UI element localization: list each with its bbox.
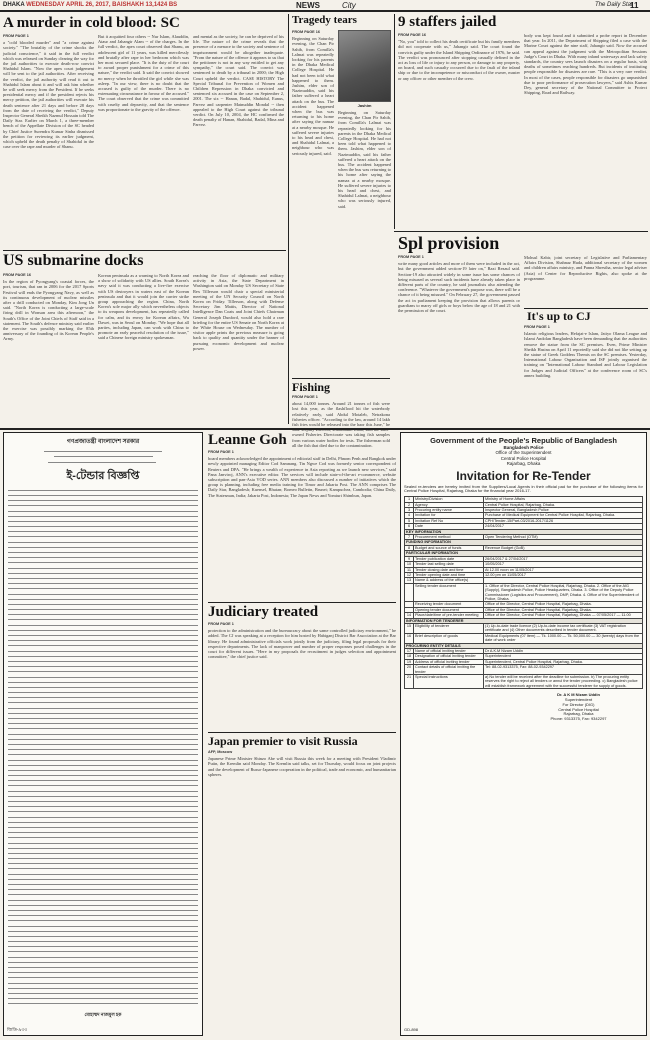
bangla-tender-ad bbox=[3, 432, 203, 1036]
story-tragedy-col2 bbox=[338, 110, 391, 418]
story-staffers-from: FROM PAGE 16 bbox=[398, 33, 426, 37]
tender-section-label: FUNDING INFORMATION bbox=[405, 540, 643, 545]
story-sc-col3 bbox=[193, 34, 284, 248]
column-rule bbox=[288, 14, 289, 424]
bangla-ad-title: ই-টেন্ডার বিজ্ঞপ্তি bbox=[66, 469, 140, 482]
section-city-label: City bbox=[342, 1, 356, 10]
tender-row bbox=[405, 665, 643, 675]
story-staffers-col2 bbox=[524, 33, 647, 229]
headline-fishing: Fishing bbox=[292, 380, 390, 395]
tender-cell-v: At 12.00 noon on 11/05/2017 bbox=[484, 567, 643, 572]
story-submarine-text2: Korean peninsula as a warning to North Korea and a show of solidarity with US allies. South Korea's navy said it was conducting a live-fire exercise with US destroyers in waters east of the Korean peninsula and that it would join the carrier strike group approaching the region. China, North Korea's sole major ally which nevertheless objects to its weapons development, has repeatedly called for calm, and its envoy for Korean affairs, Wu Dawei, was in Seoul on Monday. "We hope that all parties, including Japan, can work with China to promote an early peaceful resolution of the issue," said a Chinese foreign ministry spokesman. bbox=[98, 273, 189, 341]
tender-cell-k: Opening tender document bbox=[414, 607, 484, 612]
tender-cell-v: Tel: 88-02-9313375, Fax: 88-02-9342297 bbox=[484, 665, 643, 675]
story-sc-from: FROM PAGE 1 bbox=[3, 34, 29, 38]
story-sc-col2 bbox=[98, 34, 189, 248]
tender-cell-no: 5 bbox=[405, 518, 414, 523]
story-sc-text3: and mental as the society, he can be deprived of his life. The nature of the crime reveals that the presence of a menace to the society and sentence of imprisonment would be altogether inadequate. "From the nature of the offence it appears to us that the petitioner is not in any way entitled to get any sympathy," the court said. The convict was sentenced to death by a tribunal in 2000; the High Court upheld the verdict. CASE HISTORY The Special Tribunal for Prevention of Women and Children Repression in Dhaka convicted and sentenced six accused in the case on September 2, 2001. The six -- Hanan, Badal, Shahidul, Eunus, Parvez and carpenter Mainuddin Mondal -- then appealed to the High Court against the tribunal verdict. On July 10, 2004, the HC confirmed the death penalty of Hanan, Shahidul, Badal, Mina and Parvez. bbox=[193, 34, 284, 128]
tender-cell-no: 21 bbox=[405, 675, 414, 689]
story-staffers-text2: body was kept found and it submitted a probe report in December that year. In 2011, the Department of Shipping filed a case with the Marine Court against the nine staff, Jahangir said. Now the accused can appeal against the judgment with the Metropolitan Sessions Judge's Court in Dhaka. With many inland waterways and lack safety standards, the country sees launch disasters on a regular basis, with deaths of sometimes reaching hundreds. But incidents of instituting people responsible for disasters are rare. "This is a very rare verdict. In most of the cases, people responsible for disasters go unpunished due to poor performance of prosecution lawyers," said Ashis Kumar Dey, general secretary of the National Committee to Protect Shipping, Road and Railway. bbox=[524, 33, 647, 96]
masthead-city: DHAKA bbox=[3, 2, 25, 8]
tender-cell-k: Selling tender document bbox=[414, 583, 484, 602]
tender-cell-k: Special instructions bbox=[414, 675, 484, 689]
bangla-ad-signature: মোহাম্মদ নাজমুল হক bbox=[84, 1012, 122, 1018]
headline-sc: A murder in cold blood: SC bbox=[3, 15, 180, 31]
tender-cell-v: Medical Equipments (07 Item) — Tk. 1000.00 — Tk. 50,000.00 — 30 (twenty) days from the date of work order bbox=[484, 633, 643, 643]
tender-table bbox=[404, 496, 643, 689]
ad-police: Bangladesh Police bbox=[503, 445, 544, 450]
tender-cell-v: Revenue Budget (GoB) bbox=[484, 545, 643, 550]
sign-phone: Phone: 9313375, Fax: 9342297 bbox=[550, 716, 607, 722]
section-rule bbox=[292, 378, 390, 379]
tender-cell-k: Ministry/Division bbox=[414, 497, 484, 502]
tender-cell-v: Dr A.K.M Nizam Uddin bbox=[484, 649, 643, 654]
tender-cell-no: 19 bbox=[405, 659, 414, 664]
sign-for: For Director (DIG) bbox=[562, 701, 595, 707]
section-rule bbox=[208, 732, 396, 733]
tender-cell-v: Ministry of Home Affairs bbox=[484, 497, 643, 502]
tender-cell-no: 14 bbox=[405, 613, 414, 618]
story-staffers-text1: "No, you" told to collect his death certificate but his family members did not cooperate with us," Jahangir said. The court found the convicts guilty under the Island Shipping Ordinance of 1976, he said. The verdict was pronounced after stopping casually defined in the act as loss of life or injury to any person, or damage to any property, on board, and such casualty occurred due to the fault of the inland ship or due to the incompetence or misconduct of the owner, master or any officer or other member of the crew. bbox=[398, 39, 520, 81]
tender-cell-no: 15 bbox=[405, 623, 414, 633]
story-sc-text1: a "cold blooded murder" and "a crime against society." "The brutality of the crime shocks the judicial conscience," it said in the full verdict which was released on Sunday clearing the way for the jail authorities to execute death-row convict Shahidul Islam. "Now the apex court judgement will be sent to the jail authorities. After receiving the verdict, the jail authority will read it out to Shahidul Islam about it and will ask him whether he will seek mercy from the President. If he seeks presidential mercy and if the president rejects his mercy petition, the jail authorities will execute his death sentence after 21 days and before 28 days from the date of receiving the verdict," Deputy Inspector General Sheikh Nazmul Hossain told The Daily Star. Earlier on March 1, a three-member bench of the Appellate Division of the SC headed by Chief Justice Surendra Kumar Sinha dismissed the petition for reviewing its earlier judgment, which upheld the death penalty of Shahidul in the case over the rape and murder of Shanu. bbox=[3, 40, 94, 150]
tender-cell-v: Office of the Director, Central Police Hospital, Rajarbag, Dhaka — 07/05/2017 — 11.00 bbox=[484, 613, 643, 618]
section-rule bbox=[394, 231, 648, 232]
tender-cell-k: Brief description of goods bbox=[414, 633, 484, 643]
tender-cell-no: 9 bbox=[405, 556, 414, 561]
story-cj-from: FROM PAGE 1 bbox=[524, 325, 550, 329]
story-leanne-text: board members acknowledged the appointment of editorial staff in Delhi, Phnom Penh and Bangkok under newly appointed managing Editor Cod Samnang. Tin Ngwe Cod was formerly senior correspondent of Reuters and DPA. "He brings a wealth of experience in Asia reporting as we launch new services," said Pana Janviroj, ANN's executive editor. The services will include state-of-the-art e-commerce, website subscription and pan-Asia VOD series. ANN members also discussed a number of initiatives which the group is planning, including free media training for Timor and Jakarta Post. The ANN comprises The Daily Star, Bangladesh; Kuensel, Bhutan; Borneo Bulletin, Brunei; Kampuchea, Cambodia; China Daily, The Statesman, India; Jakarta Post, Indonesia; The Japan News and Yomiuri Shimbun, Japan. bbox=[208, 456, 396, 498]
tender-cell-no: 11 bbox=[405, 567, 414, 572]
tender-cell-no: 2 bbox=[405, 502, 414, 507]
tender-cell-k: Budget and source of funds bbox=[414, 545, 484, 550]
tender-cell-k: Tender publication date bbox=[414, 556, 484, 561]
tender-cell-v: Office of the Director, Central Police Hospital, Rajarbag, Dhaka. bbox=[484, 607, 643, 612]
tender-cell-v: 1. Office of the Director, Central Police Hospital, Rajarbag, Dhaka. 2. Office of the AIG (Supply), Bangladesh Police, Police Headquarters, Dhaka. 3. Office of the Deputy Police Commissioner (Logistics and Procurement), DMP, Dhaka. 4. Office of the Superintendent of Police, Dhaka. bbox=[484, 583, 643, 602]
tender-cell-v: 12.00 pm on 11/05/2017 bbox=[484, 572, 643, 577]
story-fishing-from: FROM PAGE 1 bbox=[292, 395, 318, 399]
headline-cj: It's up to CJ bbox=[527, 309, 591, 323]
tender-cell-no: 1 bbox=[405, 497, 414, 502]
tender-cell-no: 18 bbox=[405, 654, 414, 659]
tender-cell-no: 20 bbox=[405, 665, 414, 675]
tender-cell-v: (1) Up-to-date trade licence (2) Up-to-date income tax certificate (3) VAT registration certificate and (4) Other documents described in tender document. bbox=[484, 623, 643, 633]
sign-title: Superintendent bbox=[564, 697, 593, 703]
tender-cell-k: Place/date/time of pre-tender meeting bbox=[414, 613, 484, 618]
tender-cell-no bbox=[405, 583, 414, 602]
tender-cell-v: a) No tender will be received after the deadline for submission. b) The procuring entity reserves the right to reject all tenders or annul the tender proceeding. c) Bangladesh police will establish framework agreement with the successful tenderer for supply of goods. bbox=[484, 675, 643, 689]
tender-cell-k: Designation of official inviting tender bbox=[414, 654, 484, 659]
headline-spl: Spl provision bbox=[398, 233, 500, 253]
section-rule bbox=[3, 250, 286, 251]
story-leanne-col bbox=[208, 450, 396, 600]
page-number: 11 bbox=[630, 1, 639, 10]
tender-cell-v: Office of the Director, Central Police Hospital, Rajarbag, Dhaka. bbox=[484, 602, 643, 607]
masthead-date: WEDNESDAY APRIL 26, 2017, BAISHAKH 13,1424 BS bbox=[26, 2, 178, 8]
tender-cell-v: Central Police Hospital, Rajarbag, Dhaka. bbox=[484, 502, 643, 507]
ad-gov-line: Government of the People's Republic of Bangladesh bbox=[430, 436, 617, 445]
section-news-label: NEWS bbox=[296, 1, 320, 10]
tender-cell-v: Open Tendering Method (OTM) bbox=[484, 535, 643, 540]
story-spl-text1: write many good articles and more of them were included in the act, but the government added section-19 later on," Razi Rezaul said. Section-19 also attracted widely in some issue has some chances of being misused as several such incidents have already taken place in different parts of the country, he said journalists also attending the conference. "Whatever the government's purpose was, there will be a chance of it being misused." On February 27, the government passed the act in parliament keeping the provision that allows parents or guardians to marry off girls or boys below the age of 18 and 21 with the permission of the court. bbox=[398, 261, 520, 314]
tender-section-label: KEY INFORMATION bbox=[405, 529, 643, 534]
tender-row bbox=[405, 623, 643, 633]
ad-hospital: Central Police Hospital bbox=[500, 455, 547, 461]
headline-tragedy: Tragedy tears bbox=[292, 14, 357, 26]
sign-org: Central Police Hospital bbox=[558, 706, 599, 712]
bangla-ad-header-lines bbox=[4, 451, 202, 462]
story-submarine-text1: In the region of Pyongyang's coastal forces, the port, tourism, that ran in 2006 for the 2017 Sports Festival will ends the Pyongyang Navy, as well as its continuous development of nuclear missiles after a drill conducted on Monday, Kim Jong Un said. "North Korea is conducting a large-scale firing drill in Wonsan area this afternoon," the South's Office of the Joint Chiefs of Staff said in a statement. The South's defence ministry said earlier the exercise was possibly marking the 85th anniversary of the founding of its Korean People's Army. bbox=[3, 279, 94, 342]
headline-leanne: Leanne Goh bbox=[208, 432, 287, 448]
tender-cell-k: Invitation for bbox=[414, 513, 484, 518]
story-spl-text2: Mohsul Kabir, joint secretary of Legislative and Parliamentary Affairs Division, Shahnaz Huda, additional secretary of the women and children affairs ministry, and Panna Shrestha, senior legal adviser (Asia) of Center for Reproductive Rights, also spoke at the programme. bbox=[524, 255, 647, 281]
bangla-ad-gd: জিডি-৯৩৩ bbox=[7, 1026, 28, 1032]
story-fishing-text: about 14,000 tonnes. Around 21 tonnes of fish were lost this year, as the flashflood hit the waterbody relatively early, said Abdul Motaleb, Netrakona fisheries officer. "According to the law, around 14 lakh fish fries would be released into the haor this June," he owned Fisheries Directorate was taking fish samples from various water bodies for tests. The fisherman sold all the fish that died due to the contamination. bbox=[292, 401, 390, 448]
tender-cell-v: Inspector General, Bangladesh Police bbox=[484, 508, 643, 513]
tender-cell-k: Name of official inviting tender bbox=[414, 649, 484, 654]
tender-cell-k: Procurement method bbox=[414, 535, 484, 540]
tender-row bbox=[405, 583, 643, 602]
tender-cell-v: Purchase of Medical Equipment for Central Police Hospital, Rajarbag, Dhaka. bbox=[484, 513, 643, 518]
tender-cell-k: Address of official inviting tender bbox=[414, 659, 484, 664]
masthead-dateline bbox=[3, 0, 177, 11]
headline-judiciary: Judiciary treated bbox=[208, 604, 319, 620]
tender-cell-k: Contact details of official inviting the tender bbox=[414, 665, 484, 675]
tender-section-label: PARTICULAR INFORMATION bbox=[405, 551, 643, 556]
story-japan-col bbox=[208, 750, 396, 800]
story-sc-text2: But it acquitted four others -- Nur Islam, Alauddin, Ataur and Jahangir Alam -- of the charges. In the full verdict, the apex court observed that Shanu, an adolescent girl of 11 years, was killed mercilessly and brutally after rape in her bedroom which was her most secured place. "It is the duty of the court to award proper punishment for a crime of this nature," the verdict said. It said the convict showed no mercy when he throttled the girl while she was asleep. "In our view, there is no doubt that the accused is guilty of the murder. There is no extenuating circumstance in favour of the accused." The court observed that the crime was committed with cruelty and depravity, and that the sentence was proportionate to the gravity of the offence. bbox=[98, 34, 189, 112]
tender-cell-no: 8 bbox=[405, 545, 414, 550]
story-judiciary-from: FROM PAGE 1 bbox=[208, 622, 234, 626]
ad-office: Office of the Superintendent bbox=[495, 450, 552, 456]
ad-place: Rajarbag, Dhaka bbox=[506, 461, 541, 467]
story-tragedy-from: FROM PAGE 16 bbox=[292, 30, 320, 34]
section-rule bbox=[208, 602, 396, 603]
tender-section-label: PROCURING ENTITY DETAILS bbox=[405, 643, 643, 648]
story-leanne-from: FROM PAGE 1 bbox=[208, 450, 234, 454]
tender-cell-v: Superintendent bbox=[484, 654, 643, 659]
tender-cell-no: 4 bbox=[405, 513, 414, 518]
tender-cell-k: Procuring entity name bbox=[414, 508, 484, 513]
story-submarine-col3 bbox=[193, 273, 284, 423]
photo-caption: Jashim bbox=[357, 103, 372, 108]
story-tragedy-text2: Beginning on Saturday evening, the Chan Pir Sahib, from Comilla's Lalmai was repeatedly looking for his parents in the Dhaka Medical College Hospital. He had not been told what happened to them. Jashim, elder son of Nazimuddin, said his father suffered a heart attack on the bus. The accident happened when the bus was returning to his home after saying the namaz at a nearby mosque. He suffered severe injuries to his head and chest, and Shahidul Lalmai, a neighbour who was seriously injured, said. bbox=[338, 110, 391, 209]
tender-cell-k: Agency bbox=[414, 502, 484, 507]
tender-cell-k: Date bbox=[414, 524, 484, 529]
tender-cell-k: Tender closing date and time bbox=[414, 567, 484, 572]
tender-cell-v: 24/04/2017 bbox=[484, 524, 643, 529]
tender-cell-k: Tender last selling date bbox=[414, 562, 484, 567]
tender-cell-k: Invitation Ref No bbox=[414, 518, 484, 523]
story-cj-text: Islamic religious leaders, Hefajat-e Islam, Jatiyo Olama League and Islami Andolan Bangladesh have been demanding that the authorities remove the statue from the SC premises. Even, Prime Minister Sheikh Hasina on April 11 reportedly said she did not like setting up the statue of Greek Goddess Themis on the SC premises. Yesterday, International Labour Organisation and ISF jointly organised the training on "International Labour Standard and Labour Legislation for Judges and Judicial Officers" at the conference room of SC's annex building. bbox=[524, 331, 647, 378]
story-cj-col bbox=[524, 325, 647, 425]
tender-cell-k: Name & address of the office(s) bbox=[414, 578, 484, 583]
tender-cell-no: 3 bbox=[405, 508, 414, 513]
tender-row bbox=[405, 675, 643, 689]
jashim-photo bbox=[338, 30, 391, 102]
story-tragedy-col bbox=[292, 30, 334, 418]
story-submarine-col2 bbox=[98, 273, 189, 423]
tender-cell-v: 26/04/2017 & 27/04/2017 bbox=[484, 556, 643, 561]
sign-name: Dr. A K M Nizam Uddin bbox=[557, 692, 600, 698]
headline-submarine: US submarine docks bbox=[3, 252, 144, 269]
tender-cell-k: Receiving tender document bbox=[414, 602, 484, 607]
bangla-ad-body-lines bbox=[4, 490, 202, 1005]
tender-cell-v: 10/05/2017 bbox=[484, 562, 643, 567]
story-japan-from: AFP, Moscow bbox=[208, 750, 233, 754]
paper-name: The Daily Star bbox=[595, 2, 634, 8]
story-japan-text: Japanese Prime Minister Shinzo Abe will visit Russia this week for a meeting with President Vladimir Putin, the Kremlin said Monday. The Kremlin said talks, set for Thursday, would focus on joint projects and the development of Russo-Japanese cooperation in the political, trade and economic, and humanitarian spheres. bbox=[208, 756, 396, 777]
story-submarine-text3: reaching the floor of diplomatic and military activity in Asia, the State Department in Washington said on Monday US Secretary of State Rex Tillerson would chair a special ministerial meeting of the UN Security Council on North Korea on Friday. Tillerson, along with Defense Secretary Jim Mattis, Director of National Intelligence Dan Coats and Joint Chiefs Chairman General Joseph Dunford, would also hold a rare briefing for the entire US Senate on North Korea at the White House on Wednesday. The number of visitor apple prints the previous measure is going back to quality and quantity under the banner of pursuing economic development and nuclear power. bbox=[193, 273, 284, 351]
tender-cell-no: 17 bbox=[405, 649, 414, 654]
tender-cell-no: 16 bbox=[405, 633, 414, 643]
tender-cell-no: 7 bbox=[405, 535, 414, 540]
tender-cell-k: Tender opening date and time bbox=[414, 572, 484, 577]
ad-title: Invitation for Re-Tender bbox=[456, 468, 591, 483]
story-fishing-col bbox=[292, 395, 390, 448]
ad-divider bbox=[0, 428, 650, 430]
tender-cell-k: Eligibility of tenderer bbox=[414, 623, 484, 633]
story-tragedy-text: Beginning on Saturday evening, the Chan Pir Sahib, from Comilla's Lalmai was repeatedly looking for his parents in the Dhaka Medical College Hospital. He had not been told what happened to them. Jashim, elder son of Nazimuddin, said his father suffered a heart attack on the bus. The accident happened when the bus was returning to his home after saying the namaz at a nearby mosque. He suffered severe injuries to his head and chest, and Shahidul Lalmai, a neighbour who was seriously injured, said. bbox=[292, 36, 334, 156]
tender-cell-no: 13 bbox=[405, 578, 414, 583]
story-submarine-from: FROM PAGE 16 bbox=[3, 273, 31, 277]
column-rule bbox=[394, 14, 395, 229]
tender-cell-v: Superintendent, Central Police Hospital, Rajarbag, Dhaka. bbox=[484, 659, 643, 664]
story-submarine-col1 bbox=[3, 273, 94, 423]
masthead bbox=[0, 0, 650, 12]
bangla-ad-heading: গণপ্রজাতন্ত্রী বাংলাদেশ সরকার bbox=[66, 439, 140, 445]
tender-cell-no: 6 bbox=[405, 524, 414, 529]
tender-cell-v: CPH/Tender-15/Part-03/2016-2017/1126 bbox=[484, 518, 643, 523]
story-staffers-col1 bbox=[398, 33, 520, 229]
headline-japan: Japan premier to visit Russia bbox=[208, 734, 358, 748]
tender-cell-no: 10 bbox=[405, 562, 414, 567]
ad-signature bbox=[511, 693, 646, 722]
tender-row bbox=[405, 613, 643, 618]
story-sc-col1 bbox=[3, 34, 94, 248]
ad-gd-code: GD-898 bbox=[404, 1027, 419, 1032]
tender-row bbox=[405, 633, 643, 643]
ad-intro: Sealed re-tenders are hereby invited from the Suppliers/Local Agents in their official pad for the purchase of the following items for Central Police Hospital, Rajarbag, Dhaka for the financial year 2016-17. bbox=[404, 483, 643, 494]
story-spl-from: FROM PAGE 1 bbox=[398, 255, 424, 259]
story-spl-col1 bbox=[398, 255, 520, 425]
story-judiciary-text: protection to the administration and the bureaucracy about the same controlled judiciary environment," he added. The CJ was speaking at a reception for him hosted by Habiganj District Bar Association at the Bar library. He found administrative officials work jointly from the judiciary, filing legal proposals for their respective departments. The lack of manpower and number of proper responses posed challenges in the court for different issues. "Here in my proposals the recruitment in judges selection and appointment committee," the chief justice said. bbox=[208, 628, 396, 660]
headline-staffers: 9 staffers jailed bbox=[398, 14, 497, 30]
english-tender-ad bbox=[400, 432, 647, 1036]
sign-place: Rajarbag, Dhaka bbox=[563, 711, 594, 717]
tender-cell-no: 12 bbox=[405, 572, 414, 577]
story-spl-col2 bbox=[524, 255, 647, 305]
story-judiciary-col bbox=[208, 622, 396, 730]
tender-section-label: INFORMATION FOR TENDERER bbox=[405, 618, 643, 623]
